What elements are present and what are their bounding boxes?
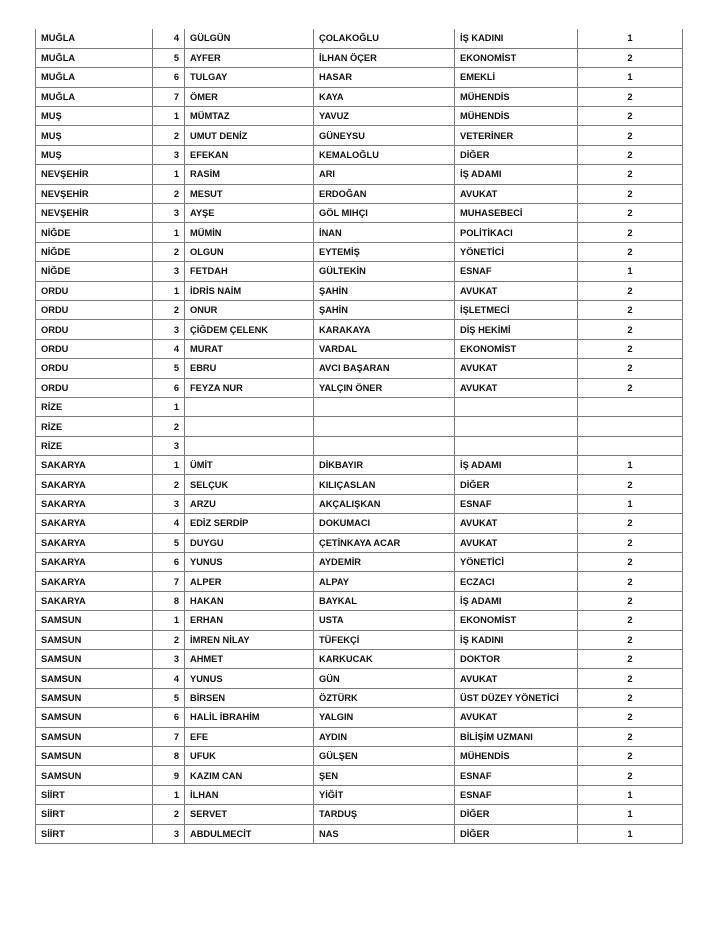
profession-cell: AVUKAT [455, 378, 578, 397]
rank-cell: 5 [153, 359, 185, 378]
last-name-cell: KAYA [314, 87, 455, 106]
last-name-cell: HASAR [314, 68, 455, 87]
table-row [36, 223, 683, 242]
province-cell: SAMSUN [36, 650, 153, 669]
first-name-cell: SERVET [185, 805, 314, 824]
province-cell: RİZE [36, 417, 153, 436]
rank-cell: 1 [153, 107, 185, 126]
profession-cell: BİLİŞİM UZMANI [455, 727, 578, 746]
code-cell: 1 [578, 824, 683, 843]
first-name-cell: UMUT DENİZ [185, 126, 314, 145]
last-name-cell: DOKUMACI [314, 514, 455, 533]
rank-cell: 2 [153, 805, 185, 824]
last-name-cell: TARDUŞ [314, 805, 455, 824]
code-cell: 2 [578, 688, 683, 707]
table-row [36, 359, 683, 378]
code-cell: 2 [578, 514, 683, 533]
profession-cell: ÜST DÜZEY YÖNETİCİ [455, 688, 578, 707]
code-cell: 1 [578, 456, 683, 475]
province-cell: MUŞ [36, 145, 153, 164]
rank-cell: 2 [153, 630, 185, 649]
table-row [36, 126, 683, 145]
province-cell: SAKARYA [36, 572, 153, 591]
province-cell: SAMSUN [36, 630, 153, 649]
province-cell: SAMSUN [36, 708, 153, 727]
profession-cell: YÖNETİCİ [455, 553, 578, 572]
profession-cell: DİŞ HEKİMİ [455, 320, 578, 339]
profession-cell: AVUKAT [455, 514, 578, 533]
first-name-cell: AYFER [185, 48, 314, 67]
code-cell: 2 [578, 339, 683, 358]
rank-cell: 1 [153, 785, 185, 804]
code-cell: 2 [578, 126, 683, 145]
first-name-cell: DUYGU [185, 533, 314, 552]
profession-cell: DİĞER [455, 805, 578, 824]
code-cell: 2 [578, 145, 683, 164]
table-row [36, 48, 683, 67]
first-name-cell: UFUK [185, 746, 314, 765]
profession-cell: DİĞER [455, 145, 578, 164]
table-row [36, 107, 683, 126]
rank-cell: 3 [153, 436, 185, 455]
code-cell: 2 [578, 281, 683, 300]
profession-cell: İŞ KADINI [455, 29, 578, 48]
last-name-cell: ÖZTÜRK [314, 688, 455, 707]
first-name-cell: EFEKAN [185, 145, 314, 164]
table-row [36, 320, 683, 339]
rank-cell: 6 [153, 378, 185, 397]
first-name-cell: MESUT [185, 184, 314, 203]
last-name-cell: USTA [314, 611, 455, 630]
code-cell: 2 [578, 223, 683, 242]
first-name-cell: ABDULMECİT [185, 824, 314, 843]
code-cell: 2 [578, 48, 683, 67]
code-cell: 2 [578, 630, 683, 649]
table-row [36, 766, 683, 785]
code-cell: 2 [578, 611, 683, 630]
code-cell: 2 [578, 533, 683, 552]
code-cell: 2 [578, 204, 683, 223]
table-row [36, 533, 683, 552]
last-name-cell: KARKUCAK [314, 650, 455, 669]
code-cell: 2 [578, 553, 683, 572]
province-cell: SİİRT [36, 824, 153, 843]
code-cell: 2 [578, 746, 683, 765]
rank-cell: 1 [153, 397, 185, 416]
table-row [36, 29, 683, 48]
table-row [36, 630, 683, 649]
table-row [36, 397, 683, 416]
last-name-cell: İLHAN ÖÇER [314, 48, 455, 67]
last-name-cell: ŞAHİN [314, 281, 455, 300]
table-row [36, 204, 683, 223]
last-name-cell: GÜLTEKİN [314, 262, 455, 281]
profession-cell: MÜHENDİS [455, 87, 578, 106]
code-cell: 2 [578, 669, 683, 688]
province-cell: SAKARYA [36, 533, 153, 552]
profession-cell: DİĞER [455, 475, 578, 494]
rank-cell: 6 [153, 553, 185, 572]
province-cell: MUĞLA [36, 48, 153, 67]
last-name-cell: EYTEMİŞ [314, 242, 455, 261]
province-cell: MUŞ [36, 107, 153, 126]
province-cell: NİĞDE [36, 262, 153, 281]
province-cell: ORDU [36, 339, 153, 358]
code-cell: 2 [578, 359, 683, 378]
province-cell: NİĞDE [36, 242, 153, 261]
profession-cell: İŞLETMECİ [455, 300, 578, 319]
rank-cell: 1 [153, 165, 185, 184]
code-cell: 2 [578, 591, 683, 610]
table-row [36, 824, 683, 843]
table-row [36, 184, 683, 203]
last-name-cell: GÜLŞEN [314, 746, 455, 765]
rank-cell: 4 [153, 514, 185, 533]
last-name-cell: GÖL MIHÇI [314, 204, 455, 223]
profession-cell: EMEKLİ [455, 68, 578, 87]
code-cell: 2 [578, 650, 683, 669]
profession-cell: AVUKAT [455, 708, 578, 727]
profession-cell: İŞ ADAMI [455, 165, 578, 184]
rank-cell: 2 [153, 242, 185, 261]
code-cell: 1 [578, 785, 683, 804]
table-row [36, 165, 683, 184]
first-name-cell: ÜMİT [185, 456, 314, 475]
first-name-cell: ARZU [185, 494, 314, 513]
rank-cell: 4 [153, 669, 185, 688]
rank-cell: 3 [153, 145, 185, 164]
first-name-cell: ÖMER [185, 87, 314, 106]
profession-cell: İŞ ADAMI [455, 591, 578, 610]
code-cell: 2 [578, 87, 683, 106]
first-name-cell: HAKAN [185, 591, 314, 610]
profession-cell: MUHASEBECİ [455, 204, 578, 223]
last-name-cell: ERDOĞAN [314, 184, 455, 203]
table-row [36, 708, 683, 727]
rank-cell: 8 [153, 746, 185, 765]
table-row [36, 300, 683, 319]
first-name-cell: MÜMİN [185, 223, 314, 242]
province-cell: SAKARYA [36, 494, 153, 513]
first-name-cell: GÜLGÜN [185, 29, 314, 48]
last-name-cell: GÜN [314, 669, 455, 688]
table-row [36, 746, 683, 765]
table-row [36, 417, 683, 436]
rank-cell: 5 [153, 688, 185, 707]
first-name-cell [185, 436, 314, 455]
table-row [36, 475, 683, 494]
first-name-cell [185, 417, 314, 436]
profession-cell: ECZACI [455, 572, 578, 591]
first-name-cell: İLHAN [185, 785, 314, 804]
rank-cell: 3 [153, 824, 185, 843]
profession-cell: AVUKAT [455, 533, 578, 552]
profession-cell: EKONOMİST [455, 339, 578, 358]
last-name-cell: ÇETİNKAYA ACAR [314, 533, 455, 552]
first-name-cell: AHMET [185, 650, 314, 669]
last-name-cell: AYDIN [314, 727, 455, 746]
profession-cell: İŞ KADINI [455, 630, 578, 649]
province-cell: ORDU [36, 378, 153, 397]
rank-cell: 5 [153, 533, 185, 552]
province-cell: ORDU [36, 320, 153, 339]
table-row [36, 805, 683, 824]
province-cell: SAMSUN [36, 688, 153, 707]
profession-cell [455, 417, 578, 436]
profession-cell: POLİTİKACI [455, 223, 578, 242]
first-name-cell: FETDAH [185, 262, 314, 281]
province-cell: RİZE [36, 397, 153, 416]
province-cell: SİİRT [36, 805, 153, 824]
last-name-cell [314, 397, 455, 416]
table-row [36, 281, 683, 300]
rank-cell: 3 [153, 320, 185, 339]
last-name-cell: AVCI BAŞARAN [314, 359, 455, 378]
province-cell: SAMSUN [36, 669, 153, 688]
profession-cell: MÜHENDİS [455, 746, 578, 765]
profession-cell: DİĞER [455, 824, 578, 843]
candidate-table [35, 29, 683, 844]
province-cell: RİZE [36, 436, 153, 455]
code-cell: 2 [578, 766, 683, 785]
rank-cell: 1 [153, 611, 185, 630]
table-row [36, 339, 683, 358]
profession-cell: DOKTOR [455, 650, 578, 669]
profession-cell: ESNAF [455, 262, 578, 281]
table-row [36, 785, 683, 804]
code-cell: 2 [578, 107, 683, 126]
last-name-cell: TÜFEKÇİ [314, 630, 455, 649]
code-cell: 2 [578, 165, 683, 184]
table-row [36, 591, 683, 610]
last-name-cell: DİKBAYIR [314, 456, 455, 475]
last-name-cell: GÜNEYSU [314, 126, 455, 145]
first-name-cell: YUNUS [185, 553, 314, 572]
profession-cell: ESNAF [455, 766, 578, 785]
last-name-cell: İNAN [314, 223, 455, 242]
rank-cell: 9 [153, 766, 185, 785]
code-cell [578, 436, 683, 455]
province-cell: SAKARYA [36, 591, 153, 610]
last-name-cell: AYDEMİR [314, 553, 455, 572]
profession-cell: AVUKAT [455, 669, 578, 688]
table-row [36, 494, 683, 513]
first-name-cell: İMREN NİLAY [185, 630, 314, 649]
code-cell: 1 [578, 494, 683, 513]
province-cell: ORDU [36, 281, 153, 300]
rank-cell: 5 [153, 48, 185, 67]
first-name-cell: KAZIM CAN [185, 766, 314, 785]
profession-cell: MÜHENDİS [455, 107, 578, 126]
profession-cell: ESNAF [455, 494, 578, 513]
first-name-cell: MÜMTAZ [185, 107, 314, 126]
rank-cell: 3 [153, 494, 185, 513]
last-name-cell: ŞEN [314, 766, 455, 785]
rank-cell: 2 [153, 300, 185, 319]
last-name-cell: YİĞİT [314, 785, 455, 804]
province-cell: SAKARYA [36, 475, 153, 494]
first-name-cell: YUNUS [185, 669, 314, 688]
code-cell: 1 [578, 262, 683, 281]
profession-cell: İŞ ADAMI [455, 456, 578, 475]
rank-cell: 6 [153, 708, 185, 727]
table-row [36, 436, 683, 455]
first-name-cell: ALPER [185, 572, 314, 591]
first-name-cell [185, 397, 314, 416]
province-cell: MUĞLA [36, 87, 153, 106]
profession-cell: AVUKAT [455, 184, 578, 203]
province-cell: MUŞ [36, 126, 153, 145]
table-row [36, 727, 683, 746]
province-cell: MUĞLA [36, 29, 153, 48]
profession-cell [455, 397, 578, 416]
rank-cell: 3 [153, 262, 185, 281]
code-cell [578, 417, 683, 436]
province-cell: NİĞDE [36, 223, 153, 242]
rank-cell: 6 [153, 68, 185, 87]
province-cell: MUĞLA [36, 68, 153, 87]
rank-cell: 2 [153, 475, 185, 494]
rank-cell: 1 [153, 456, 185, 475]
last-name-cell: VARDAL [314, 339, 455, 358]
table-row [36, 553, 683, 572]
province-cell: NEVŞEHİR [36, 184, 153, 203]
province-cell: SAKARYA [36, 456, 153, 475]
table-row [36, 650, 683, 669]
province-cell: SAMSUN [36, 746, 153, 765]
code-cell [578, 397, 683, 416]
first-name-cell: SELÇUK [185, 475, 314, 494]
first-name-cell: ONUR [185, 300, 314, 319]
last-name-cell: KARAKAYA [314, 320, 455, 339]
code-cell: 2 [578, 572, 683, 591]
table-row [36, 456, 683, 475]
last-name-cell [314, 436, 455, 455]
rank-cell: 1 [153, 281, 185, 300]
last-name-cell: KILIÇASLAN [314, 475, 455, 494]
first-name-cell: TULGAY [185, 68, 314, 87]
last-name-cell: ŞAHİN [314, 300, 455, 319]
table-row [36, 514, 683, 533]
code-cell: 2 [578, 242, 683, 261]
last-name-cell: YALGIN [314, 708, 455, 727]
first-name-cell: EBRU [185, 359, 314, 378]
code-cell: 2 [578, 300, 683, 319]
table-row [36, 669, 683, 688]
last-name-cell: AKÇALIŞKAN [314, 494, 455, 513]
table-row [36, 68, 683, 87]
rank-cell: 2 [153, 184, 185, 203]
code-cell: 1 [578, 29, 683, 48]
code-cell: 2 [578, 320, 683, 339]
first-name-cell: FEYZA NUR [185, 378, 314, 397]
first-name-cell: İDRİS NAİM [185, 281, 314, 300]
first-name-cell: ÇİĞDEM ÇELENK [185, 320, 314, 339]
last-name-cell: KEMALOĞLU [314, 145, 455, 164]
first-name-cell: EDİZ SERDİP [185, 514, 314, 533]
first-name-cell: MURAT [185, 339, 314, 358]
first-name-cell: HALİL İBRAHİM [185, 708, 314, 727]
code-cell: 2 [578, 727, 683, 746]
province-cell: NEVŞEHİR [36, 165, 153, 184]
profession-cell: AVUKAT [455, 281, 578, 300]
profession-cell: ESNAF [455, 785, 578, 804]
code-cell: 1 [578, 805, 683, 824]
code-cell: 2 [578, 378, 683, 397]
first-name-cell: BİRSEN [185, 688, 314, 707]
table-row [36, 572, 683, 591]
rank-cell: 3 [153, 204, 185, 223]
rank-cell: 7 [153, 727, 185, 746]
table-row [36, 378, 683, 397]
last-name-cell: YAVUZ [314, 107, 455, 126]
province-cell: ORDU [36, 359, 153, 378]
profession-cell: VETERİNER [455, 126, 578, 145]
first-name-cell: AYŞE [185, 204, 314, 223]
rank-cell: 7 [153, 572, 185, 591]
last-name-cell: YALÇIN ÖNER [314, 378, 455, 397]
first-name-cell: ERHAN [185, 611, 314, 630]
profession-cell: AVUKAT [455, 359, 578, 378]
last-name-cell: ÇOLAKOĞLU [314, 29, 455, 48]
code-cell: 2 [578, 475, 683, 494]
table-body [36, 29, 683, 843]
table-row [36, 262, 683, 281]
table-row [36, 87, 683, 106]
code-cell: 2 [578, 184, 683, 203]
rank-cell: 4 [153, 339, 185, 358]
table-row [36, 611, 683, 630]
last-name-cell: ARI [314, 165, 455, 184]
code-cell: 1 [578, 68, 683, 87]
province-cell: SAMSUN [36, 611, 153, 630]
profession-cell: YÖNETİCİ [455, 242, 578, 261]
profession-cell: EKONOMİST [455, 611, 578, 630]
rank-cell: 2 [153, 126, 185, 145]
province-cell: SAKARYA [36, 553, 153, 572]
rank-cell: 3 [153, 650, 185, 669]
profession-cell [455, 436, 578, 455]
last-name-cell: ALPAY [314, 572, 455, 591]
province-cell: SAMSUN [36, 727, 153, 746]
code-cell: 2 [578, 708, 683, 727]
rank-cell: 2 [153, 417, 185, 436]
rank-cell: 4 [153, 29, 185, 48]
rank-cell: 7 [153, 87, 185, 106]
province-cell: SAKARYA [36, 514, 153, 533]
table-row [36, 688, 683, 707]
last-name-cell: NAS [314, 824, 455, 843]
table-row [36, 145, 683, 164]
last-name-cell: BAYKAL [314, 591, 455, 610]
province-cell: SAMSUN [36, 766, 153, 785]
first-name-cell: OLGUN [185, 242, 314, 261]
first-name-cell: RASİM [185, 165, 314, 184]
province-cell: ORDU [36, 300, 153, 319]
rank-cell: 8 [153, 591, 185, 610]
first-name-cell: EFE [185, 727, 314, 746]
province-cell: SİİRT [36, 785, 153, 804]
profession-cell: EKONOMİST [455, 48, 578, 67]
last-name-cell [314, 417, 455, 436]
table-row [36, 242, 683, 261]
rank-cell: 1 [153, 223, 185, 242]
province-cell: NEVŞEHİR [36, 204, 153, 223]
